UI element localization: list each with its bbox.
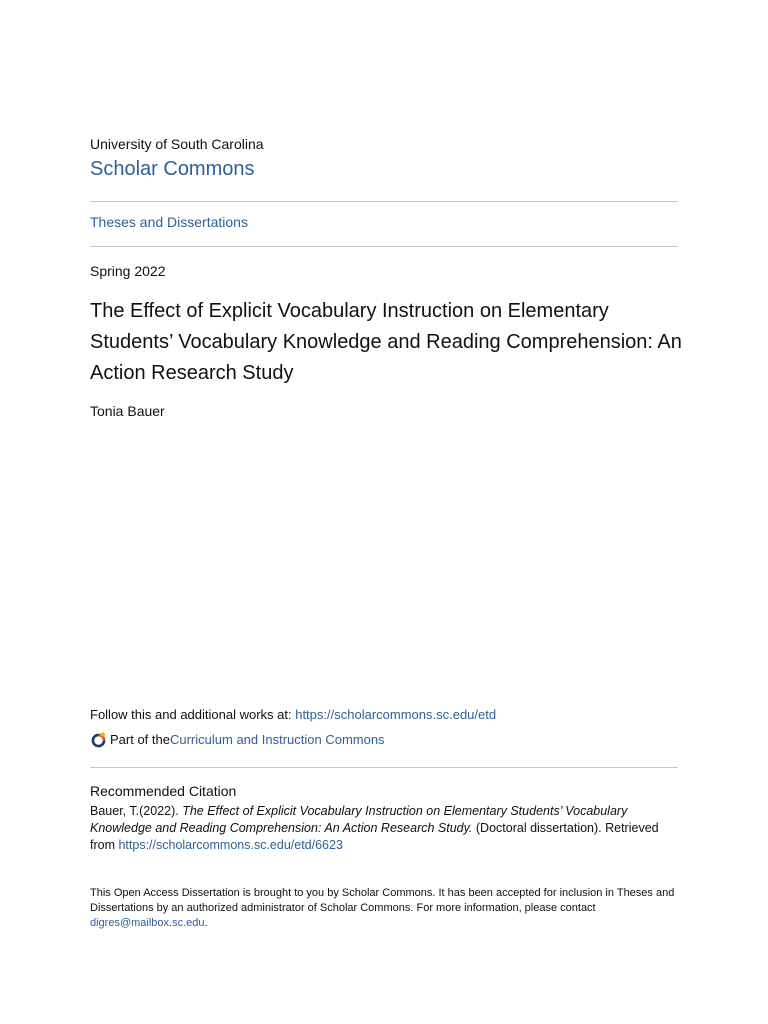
- citation-heading: Recommended Citation: [90, 783, 237, 799]
- divider: [90, 201, 678, 202]
- document-title: The Effect of Explicit Vocabulary Instruction on Elementary Students’ Vocabulary Knowledge and Reading Comprehension: An Action Research Study: [90, 300, 682, 384]
- part-of-prefix: Part of the: [110, 732, 170, 747]
- follow-prefix: Follow this and additional works at:: [90, 707, 296, 722]
- divider: [90, 246, 678, 247]
- citation-prefix: Bauer, T.(2022).: [90, 804, 183, 818]
- divider: [90, 767, 678, 768]
- repository-link[interactable]: Scholar Commons: [90, 158, 255, 180]
- citation-text: [90, 803, 680, 854]
- part-of-line: [90, 731, 385, 748]
- contact-email-link[interactable]: digres@mailbox.sc.edu: [90, 917, 205, 929]
- network-commons-icon: [90, 731, 107, 748]
- commons-link[interactable]: Curriculum and Instruction Commons: [169, 732, 385, 747]
- follow-line: [90, 707, 496, 722]
- disclaimer-end: .: [204, 917, 208, 929]
- disclaimer: [90, 886, 680, 931]
- citation-link[interactable]: https://scholarcommons.sc.edu/etd/6623: [118, 838, 343, 852]
- citation-title: The Effect of Explicit Vocabulary Instruction on Elementary Students’ Vocabulary Knowledge and Reading Comprehension: An Action Research Study.: [90, 804, 628, 835]
- publication-date: Spring 2022: [90, 263, 166, 279]
- institution-name: University of South Carolina: [90, 136, 264, 152]
- disclaimer-text: This Open Access Dissertation is brought to you by Scholar Commons. It has been accepted for inclusion in Theses and Dissertations by an authorized administrator of Scholar Commons. For more information, please contact: [90, 887, 675, 914]
- citation-suffix: (Doctoral dissertation). Retrieved from: [90, 821, 659, 852]
- follow-link[interactable]: https://scholarcommons.sc.edu/etd: [295, 707, 497, 722]
- collection-link[interactable]: Theses and Dissertations: [90, 214, 248, 230]
- author-name: Tonia Bauer: [90, 403, 165, 419]
